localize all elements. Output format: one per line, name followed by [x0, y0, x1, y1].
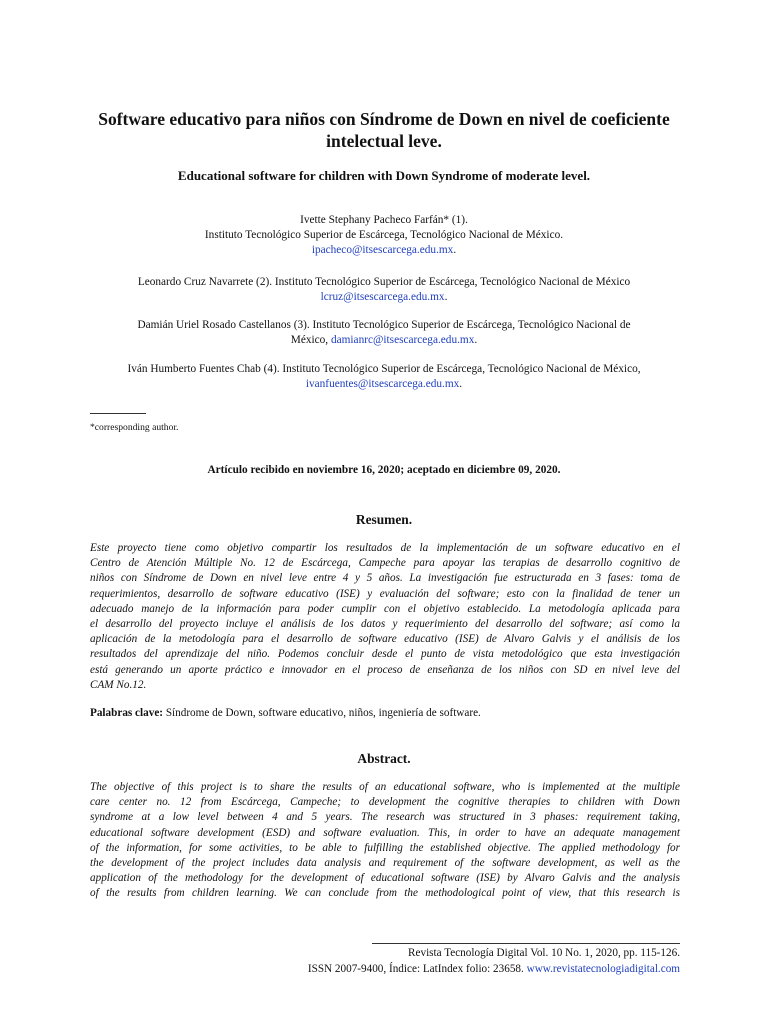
title-line: Software educativo para niños con Síndrome de Down en nivel de coeficiente	[98, 109, 670, 129]
abstract-line: application of the methodology for the development of educational software (ISE) by Alvaro Galvis and the analysis	[90, 872, 680, 885]
resumen-line: Centro de Atención Múltiple No. 12 de Escárcega, Campeche para apoyar las terapias de desarrollo cognitivo de	[90, 557, 680, 570]
abstract-line: The objective of this project is to share the results of an educational software, who is implemented at the multiple	[90, 781, 680, 793]
received-date: Artículo recibido en noviembre 16, 2020; aceptado en diciembre 09, 2020.	[207, 464, 561, 476]
title-line: intelectual leve.	[326, 131, 442, 151]
resumen-line: CAM No.12.	[90, 678, 147, 691]
resumen-heading: Resumen.	[355, 512, 413, 527]
author-email-link[interactable]: ipacheco@itsescarcega.edu.mx	[311, 244, 454, 256]
author-affiliation: Instituto Tecnológico Superior de Escárcega, Tecnológico Nacional de México.	[204, 229, 564, 241]
resumen-line: niños con Síndrome de Down en nivel leve entre 4 y 5 años. La investigación fue estructurada en 3 fases: toma de	[90, 572, 680, 585]
abstract-heading: Abstract.	[357, 751, 411, 766]
paper-subtitle: Educational software for children with Down Syndrome of moderate level.	[177, 168, 591, 183]
author-email-link[interactable]: ivanfuentes@itsescarcega.edu.mx	[305, 378, 460, 390]
author-block-1: Ivette Stephany Pacheco Farfán* (1). Instituto Tecnológico Superior de Escárcega, Tecnológico Nacional de México. ipacheco@itsescarcega.edu.mx.	[60, 213, 708, 258]
author-block-4: Iván Humberto Fuentes Chab (4). Instituto Tecnológico Superior de Escárcega, Tecnológico Nacional de México, ivanfuentes@itsescarcega.edu.mx.	[60, 362, 708, 392]
abstract-line: of the results from children learning. We can conclude from the methodological point of view, that this research is	[90, 887, 680, 900]
footnote-rule	[90, 413, 146, 414]
resumen-line: está generando un aporte práctico e innovador en el proceso de enseñanza de los niños con SD en nivel leve del	[90, 663, 680, 676]
keywords-label: Palabras clave:	[90, 707, 164, 719]
resumen-body	[90, 541, 680, 693]
resumen-line: requerimientos, desarrollo de software educativo (ISE) y evaluación del software; esto con la finalidad de tener un	[90, 587, 680, 600]
journal-website-link[interactable]: www.revistatecnologiadigital.com	[526, 963, 680, 975]
author-name: Ivette Stephany Pacheco Farfán* (1).	[300, 214, 468, 226]
resumen-line: el desarrollo del proyecto incluye el análisis de los datos y requerimiento del desarrollo del software; así como la	[90, 618, 680, 631]
footer-rule	[372, 943, 680, 944]
resumen-line: Este proyecto tiene como objetivo compartir los resultados de la implementación de un software educativo en el	[90, 542, 680, 554]
abstract-line: of the information, for some activities, to be able to fulfilling the established objective. The applied methodology for	[90, 841, 680, 854]
author-name-affiliation: Damián Uriel Rosado Castellanos (3). Instituto Tecnológico Superior de Escárcega, Tecnológico Nacional de	[137, 319, 631, 331]
corresponding-author-footnote: *corresponding author.	[90, 422, 179, 433]
resumen-line: resultados del aprendizaje del niño. Podemos concluir desde el punto de vista metodológico que esta investigación	[90, 648, 680, 661]
author-email-link[interactable]: damianrc@itsescarcega.edu.mx	[330, 334, 475, 346]
abstract-line: educational software development (ESD) and software evaluation. This, in order to have an adequate management	[90, 826, 680, 839]
author-block-2: Leonardo Cruz Navarrete (2). Instituto Tecnológico Superior de Escárcega, Tecnológico Nacional de México lcruz@itsescarcega.edu.mx.	[60, 275, 708, 305]
author-name-affiliation: Iván Humberto Fuentes Chab (4). Instituto Tecnológico Superior de Escárcega, Tecnológico Nacional de México,	[127, 363, 641, 375]
abstract-line: the development of the project includes data analysis and requirement of the software development, as well as the	[90, 857, 680, 870]
author-name-affiliation: Leonardo Cruz Navarrete (2). Instituto Tecnológico Superior de Escárcega, Tecnológico Nacional de México	[137, 276, 631, 288]
resumen-line: aplicación de la metodología para el desarrollo de software educativo (ISE) de Alvaro Galvis y el análisis de los	[90, 633, 680, 646]
keywords	[90, 707, 481, 719]
paper-title	[80, 108, 688, 152]
abstract-body	[90, 780, 680, 902]
author-email-link[interactable]: lcruz@itsescarcega.edu.mx	[320, 291, 445, 303]
footer-issn: ISSN 2007-9400, Índice: LatIndex folio: 23658. www.revistatecnologiadigital.com	[307, 963, 680, 975]
keywords-text: Síndrome de Down, software educativo, niños, ingeniería de software.	[163, 707, 481, 719]
footer-journal: Revista Tecnología Digital Vol. 10 No. 1, 2020, pp. 115-126.	[408, 947, 680, 959]
abstract-line: care center no. 12 from Escárcega, Campeche; to development the cognitive therapies to children with Down	[90, 796, 680, 809]
resumen-line: adecuado manejo de la información para poder cumplir con el objetivo establecido. La metodología aplicada para	[90, 602, 680, 615]
abstract-line: syndrome at a low level between 4 and 5 years. The research was structured in 3 phases: requirement taking,	[90, 811, 680, 824]
author-block-3: Damián Uriel Rosado Castellanos (3). Instituto Tecnológico Superior de Escárcega, Tecnológico Nacional de México, damianrc@itsescarcega.edu.mx.	[60, 318, 708, 348]
